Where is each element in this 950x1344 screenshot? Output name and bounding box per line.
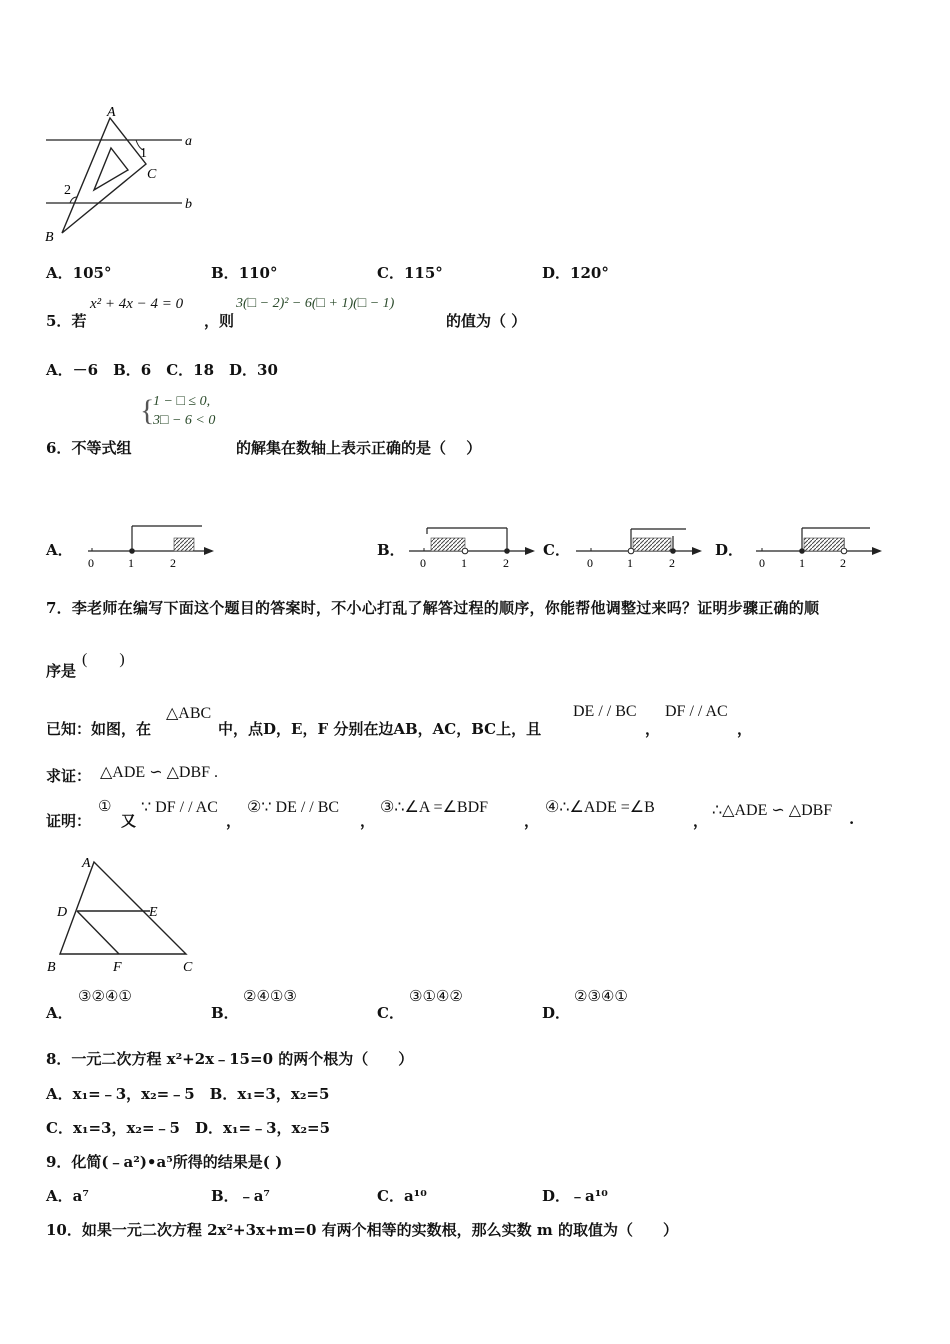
q7-step1-word: 又 bbox=[121, 812, 137, 830]
svg-text:0: 0 bbox=[759, 556, 765, 570]
q6-option-a-letter: A． bbox=[46, 541, 73, 559]
q5-suffix: 的值为（ ） bbox=[446, 312, 527, 330]
svg-text:0: 0 bbox=[420, 556, 426, 570]
svg-text:1: 1 bbox=[128, 556, 134, 570]
q6-option-a-numberline bbox=[80, 520, 220, 570]
q7-step4-comma: ， bbox=[693, 812, 709, 830]
label-F: F bbox=[113, 960, 122, 975]
q7-option-a-text: ③②④① bbox=[78, 987, 132, 1005]
q8-question: 8．一元二次方程 x²+2x﹣15=0 的两个根为（ ） bbox=[46, 1050, 414, 1068]
q6-prefix: 6．不等式组 bbox=[46, 439, 132, 457]
q7-given-comma1: ， bbox=[645, 720, 661, 738]
q7-triangle-figure bbox=[40, 850, 205, 980]
q4-figure bbox=[40, 100, 210, 245]
q7-given-prefix: 已知：如图，在 bbox=[46, 720, 152, 738]
label-C: C bbox=[183, 960, 193, 975]
q6-option-c-letter: C． bbox=[543, 541, 570, 559]
q7-step1-comma: ， bbox=[226, 812, 242, 830]
q7-proof-label: 证明： bbox=[46, 812, 92, 830]
q6-option-b-numberline bbox=[405, 520, 545, 570]
svg-text:0: 0 bbox=[88, 556, 94, 570]
q10-question: 10．如果一元二次方程 2x²+3x+m=0 有两个相等的实数根，那么实数 m 的取值为（ ） bbox=[46, 1221, 678, 1239]
q7-line2-label: 序是 bbox=[46, 662, 77, 680]
q7-step1-text: ∵ DF / / AC bbox=[141, 799, 218, 816]
q7-option-a-letter: A． bbox=[46, 1004, 73, 1022]
svg-text:1: 1 bbox=[799, 556, 805, 570]
q8-options-line2: C．x₁=3，x₂=﹣5 D．x₁=﹣3，x₂=5 bbox=[46, 1119, 331, 1137]
q5-expression: 3(□ − 2)² − 6(□ + 1)(□ − 1) bbox=[236, 296, 395, 311]
svg-text:2: 2 bbox=[669, 556, 675, 570]
q9-option-c: C．a¹⁰ bbox=[377, 1187, 427, 1205]
q7-step4: ④∴∠ADE =∠B bbox=[545, 799, 655, 816]
label-E: E bbox=[149, 905, 158, 920]
q6-option-c-numberline bbox=[572, 520, 712, 570]
q5-middle: ，则 bbox=[204, 312, 235, 330]
svg-text:2: 2 bbox=[503, 556, 509, 570]
q7-given-cond2: DF / / AC bbox=[665, 703, 728, 720]
q7-step3: ③∴∠A =∠BDF bbox=[380, 799, 489, 816]
label-B: B bbox=[45, 230, 54, 245]
q7-conclusion: ∴△ADE ∽ △DBF bbox=[712, 802, 833, 819]
q9-option-b: B．﹣a⁷ bbox=[211, 1187, 270, 1205]
q7-option-d-text: ②③④① bbox=[574, 987, 628, 1005]
q7-given-comma2: ， bbox=[737, 720, 753, 738]
q6-option-d-letter: D． bbox=[715, 541, 744, 559]
q7-given-cond1: DE / / BC bbox=[573, 703, 637, 720]
label-C: C bbox=[147, 167, 157, 182]
label-b: b bbox=[185, 197, 192, 212]
q6-system-brace: { bbox=[140, 394, 155, 427]
svg-text:2: 2 bbox=[840, 556, 846, 570]
q7-given-middle: 中，点D，E，F 分别在边AB，AC，BC上，且 bbox=[218, 720, 542, 738]
q7-step1-num: ① bbox=[98, 797, 112, 815]
q4-option-b: B．110° bbox=[211, 264, 278, 282]
q8-options-line1: A．x₁=﹣3，x₂=﹣5 B．x₁=3，x₂=5 bbox=[46, 1085, 330, 1103]
label-A: A bbox=[82, 856, 91, 871]
q7-step2: ②∵ DE / / BC bbox=[247, 799, 340, 816]
triangle-abc bbox=[60, 862, 186, 954]
q7-prove-label: 求证： bbox=[46, 767, 92, 785]
label-D: D bbox=[57, 905, 68, 920]
q5-equation: x² + 4x − 4 = 0 bbox=[90, 296, 184, 312]
q6-suffix: 的解集在数轴上表示正确的是（ ） bbox=[236, 439, 482, 457]
segment-df bbox=[77, 911, 119, 954]
svg-text:2: 2 bbox=[170, 556, 176, 570]
q9-question: 9．化简(﹣a²)•a⁵所得的结果是( ) bbox=[46, 1153, 283, 1171]
svg-text:1: 1 bbox=[461, 556, 467, 570]
q4-option-c: C．115° bbox=[377, 264, 443, 282]
svg-text:1: 1 bbox=[627, 556, 633, 570]
q7-answer-paren: ( ) bbox=[82, 651, 125, 668]
label-1: 1 bbox=[140, 146, 147, 161]
q6-system-line1: 1 − □ ≤ 0, bbox=[153, 394, 211, 409]
q7-option-b-text: ②④①③ bbox=[243, 987, 297, 1005]
q5-options: A．－6 B．6 C．18 D．30 bbox=[46, 361, 278, 379]
q4-option-a: A．105° bbox=[46, 264, 112, 282]
label-a: a bbox=[185, 134, 192, 149]
q7-option-d-letter: D． bbox=[542, 1004, 571, 1022]
q9-option-d: D．﹣a¹⁰ bbox=[542, 1187, 608, 1205]
outer-triangle bbox=[62, 118, 146, 233]
q7-step2-comma: ， bbox=[360, 812, 376, 830]
svg-text:0: 0 bbox=[587, 556, 593, 570]
label-B: B bbox=[47, 960, 56, 975]
q4-option-d: D．120° bbox=[542, 264, 609, 282]
label-A: A bbox=[107, 105, 116, 120]
q7-prove-text: △ADE ∽ △DBF . bbox=[100, 764, 219, 781]
q6-option-d-numberline bbox=[752, 520, 892, 570]
q7-period: . bbox=[849, 810, 855, 828]
q7-option-c-text: ③①④② bbox=[409, 987, 463, 1005]
q9-option-a: A．a⁷ bbox=[46, 1187, 89, 1205]
q7-option-c-letter: C． bbox=[377, 1004, 404, 1022]
q7-option-b-letter: B． bbox=[211, 1004, 239, 1022]
q6-option-b-letter: B． bbox=[377, 541, 405, 559]
q7-line1: 7．李老师在编写下面这个题目的答案时，不小心打乱了解答过程的顺序，你能帮他调整过来吗？证明步骤正确的顺 bbox=[46, 599, 820, 617]
label-2: 2 bbox=[64, 183, 71, 198]
q7-step3-comma: ， bbox=[524, 812, 540, 830]
q6-system-line2: 3□ − 6 < 0 bbox=[153, 413, 216, 428]
q5-prefix: 5．若 bbox=[46, 312, 87, 330]
q7-given-triangle: △ABC bbox=[166, 705, 212, 722]
